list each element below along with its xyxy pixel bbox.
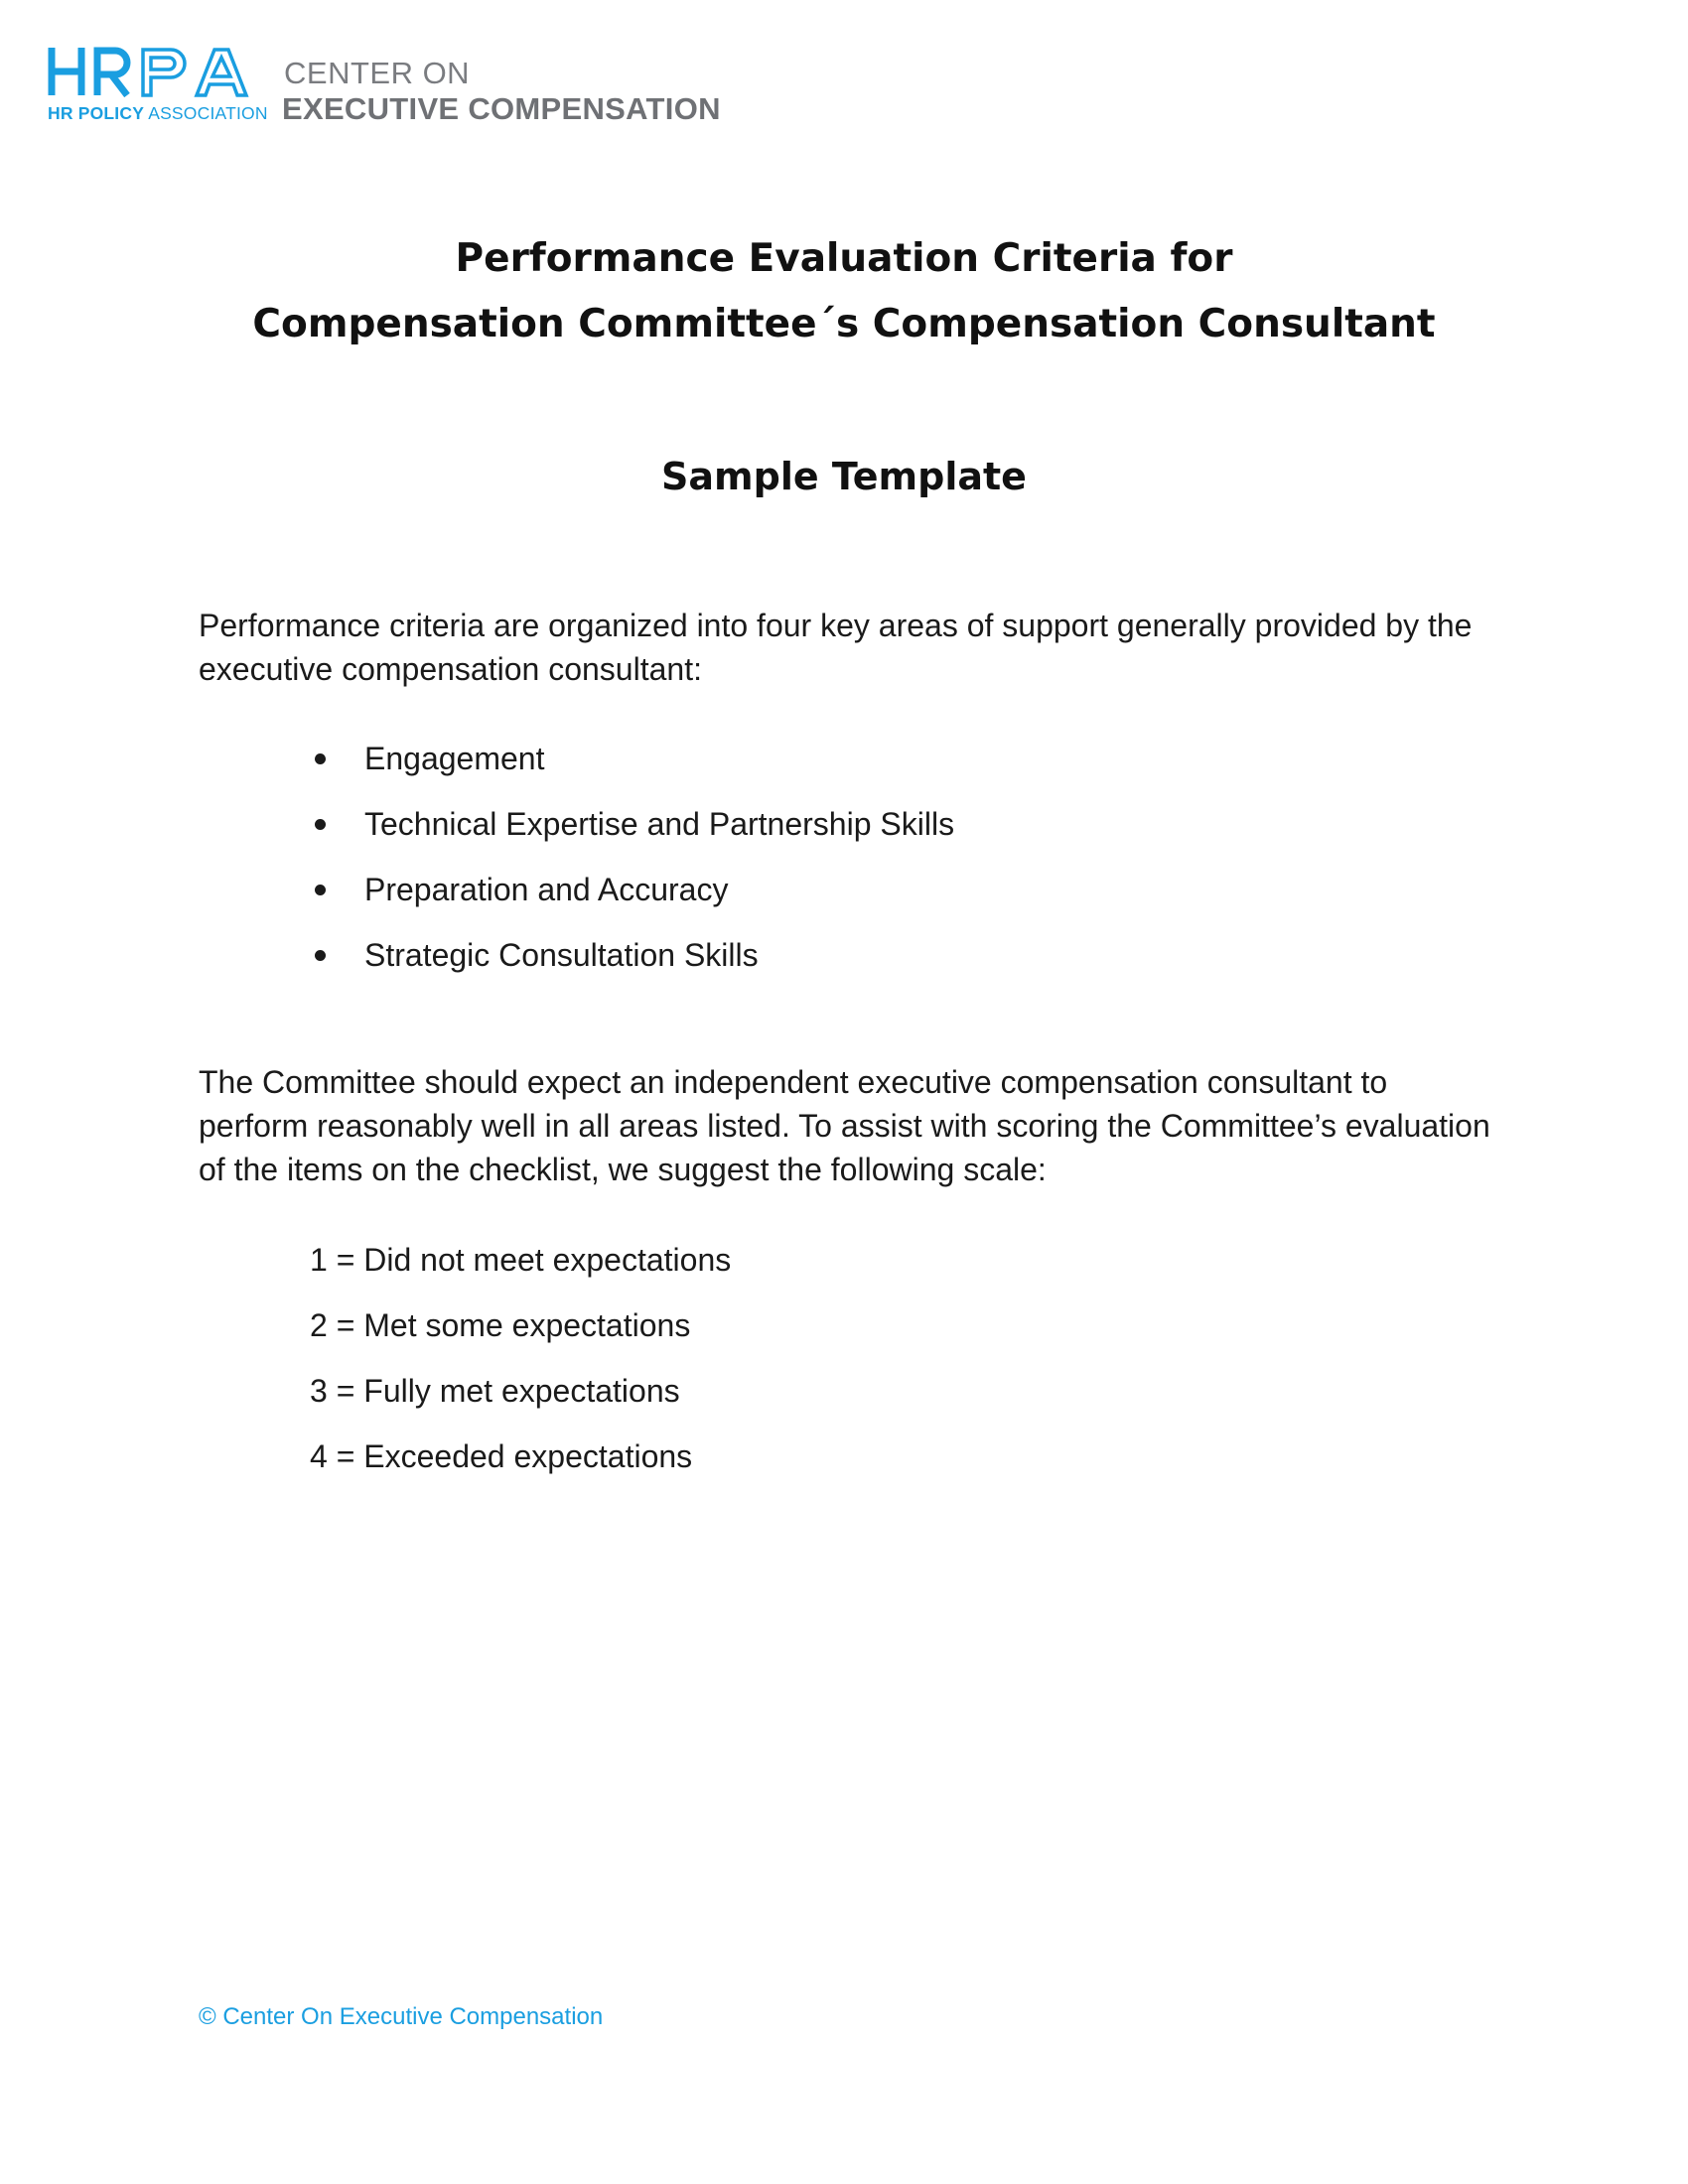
- copyright-footer: © Center On Executive Compensation: [199, 2003, 604, 2030]
- scale-item: 4 = Exceeded expectations: [310, 1438, 693, 1474]
- center-on-text: CENTER ON: [284, 56, 471, 90]
- title-line-2: Compensation Committee´s Compensation Consultant: [252, 302, 1436, 346]
- bullet-icon: [315, 819, 326, 830]
- executive-compensation-text: EXECUTIVE COMPENSATION: [282, 91, 721, 126]
- scale-list: [310, 1238, 731, 1500]
- list-item: Strategic Consultation Skills: [310, 933, 954, 999]
- scale-item: 3 = Fully met expectations: [310, 1373, 680, 1409]
- hrpa-logo: [48, 46, 268, 97]
- list-item: Technical Expertise and Partnership Skills: [310, 802, 954, 868]
- document-title: [0, 226, 1688, 357]
- bullet-icon: [315, 950, 326, 961]
- scale-intro-paragraph: The Committee should expect an independent executive compensation consultant to perform reasonably well in all areas listed. To assist with scoring the Committee’s evaluation of the items on the checklist, we suggest the following scale:: [199, 1064, 1490, 1187]
- areas-list: [310, 737, 954, 999]
- document-subtitle: Sample Template: [661, 455, 1027, 498]
- intro-paragraph: Performance criteria are organized into four key areas of support generally provided by the executive compensation consultant:: [199, 608, 1473, 687]
- list-item: Preparation and Accuracy: [310, 868, 954, 933]
- page-header: [48, 46, 802, 135]
- hrpa-logo-subtitle: HR POLICY ASSOCIATION: [48, 103, 268, 123]
- scale-item: 2 = Met some expectations: [310, 1307, 691, 1343]
- bullet-icon: [315, 885, 326, 895]
- scale-item: 1 = Did not meet expectations: [310, 1242, 732, 1278]
- bullet-icon: [315, 753, 326, 764]
- list-item: Engagement: [310, 737, 954, 802]
- title-line-1: Performance Evaluation Criteria for: [455, 236, 1233, 281]
